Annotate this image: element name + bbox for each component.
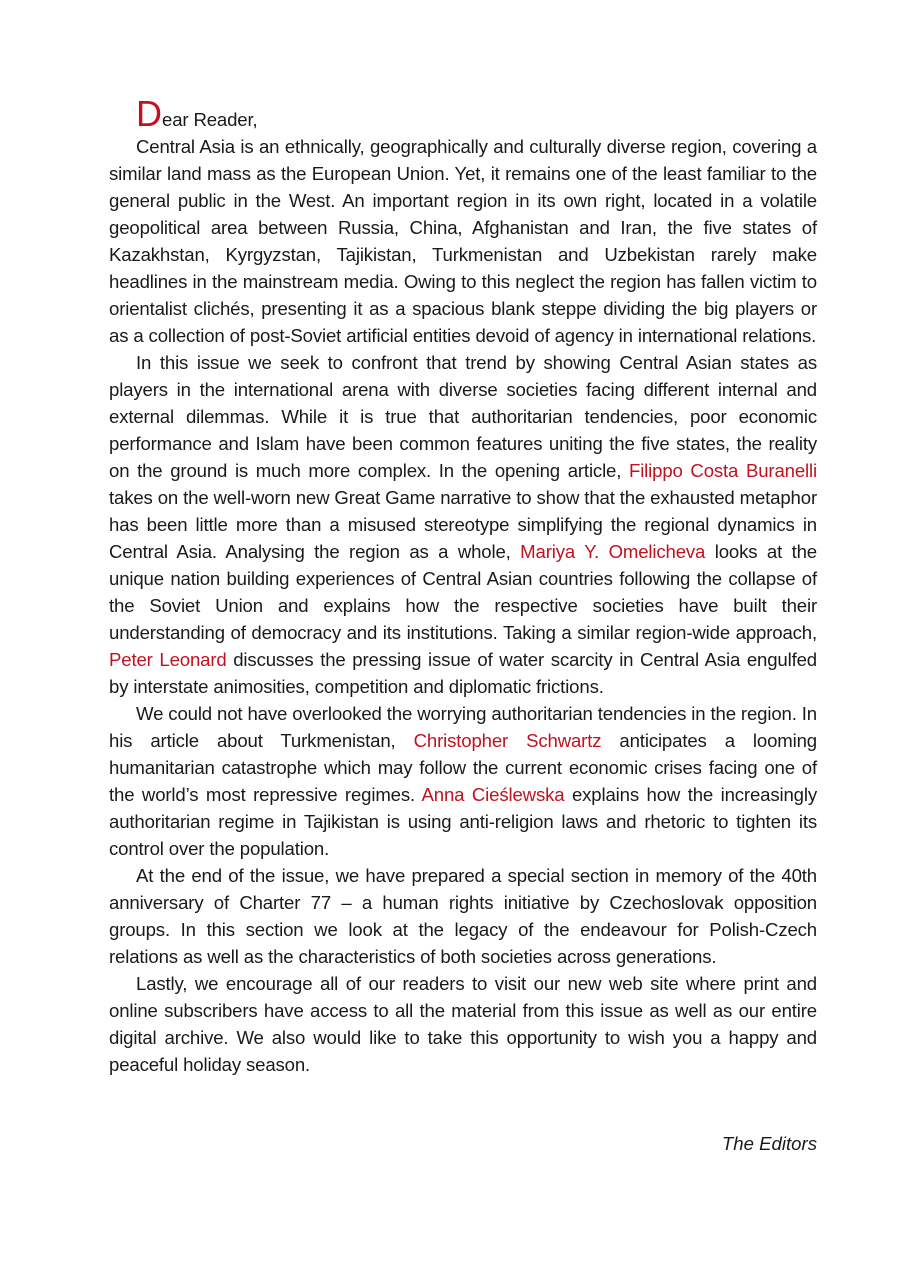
paragraph-2	[109, 349, 817, 700]
paragraph-2-text-a: In this issue we seek to confront that trend by showing Central Asian states as players in the international arena with diverse societies facing different internal and external dilemmas. While it is true that authoritarian tendencies, poor economic performance and Islam have been common features uniting the five states, the reality on the ground is much more complex. In the opening article,	[109, 352, 817, 481]
editorial-letter	[109, 93, 817, 1078]
paragraph-4	[109, 862, 817, 970]
paragraph-3-text-b: anticipates a looming humanitarian catastrophe which may follow the current economic crises facing one of the world’s most repressive regimes.	[109, 730, 817, 805]
author-name-schwartz: Christopher Schwartz	[413, 730, 602, 751]
paragraph-2-text-c: looks at the unique nation building experiences of Central Asian countries following the collapse of the Soviet Union and explains how the respective societies have built their understanding of democracy and its institutions. Taking a similar region-wide approach,	[109, 541, 817, 643]
paragraph-5-text: Lastly, we encourage all of our readers to visit our new web site where print and online subscribers have access to all the material from this issue as well as our entire digital archive. We also would like to take this opportunity to wish you a happy and peaceful holiday season.	[109, 973, 817, 1075]
paragraph-3-text-c: explains how the increasingly authoritarian regime in Tajikistan is using anti-religion laws and rhetoric to tighten its control over the population.	[109, 784, 817, 859]
salutation	[109, 93, 817, 134]
paragraph-1-text: Central Asia is an ethnically, geographically and culturally diverse region, covering a similar land mass as the European Union. Yet, it remains one of the least familiar to the general public in the West. An important region in its own right, located in a volatile geopolitical area between Russia, China, Afghanistan and Iran, the five states of Kazakhstan, Kyrgyzstan, Tajikistan, Turkmenistan and Uzbekistan rarely make headlines in the mainstream media. Owing to this neglect the region has fallen victim to orientalist clichés, presenting it as a spacious blank steppe dividing the big players or as a collection of post-Soviet artificial entities devoid of agency in international relations.	[109, 136, 817, 346]
paragraph-5	[109, 970, 817, 1078]
drop-cap: D	[136, 93, 162, 134]
paragraph-1	[109, 133, 817, 349]
paragraph-2-text-d: discusses the pressing issue of water scarcity in Central Asia engulfed by interstate animosities, competition and diplomatic frictions.	[109, 649, 817, 697]
paragraph-2-text-b: takes on the well-worn new Great Game narrative to show that the exhausted metaphor has been little more than a misused stereotype simplifying the regional dynamics in Central Asia. Analysing the region as a whole,	[109, 487, 817, 562]
paragraph-3-text-a: We could not have overlooked the worrying authoritarian tendencies in the region. In his article about Turkmenistan,	[109, 703, 817, 751]
paragraph-4-text: At the end of the issue, we have prepared a special section in memory of the 40th anniversary of Charter 77 – a human rights initiative by Czechoslovak opposition groups. In this section we look at the legacy of the endeavour for Polish-Czech relations as well as the characteristics of both societies across generations.	[109, 865, 817, 967]
salutation-text: ear Reader,	[162, 109, 258, 130]
author-name-omelicheva: Mariya Y. Omelicheva	[520, 541, 706, 562]
author-name-leonard: Peter Leonard	[109, 649, 227, 670]
author-name-buranelli: Filippo Costa Buranelli	[628, 460, 817, 481]
author-name-cieslewska: Anna Cieślewska	[421, 784, 565, 805]
signature: The Editors	[721, 1133, 817, 1154]
paragraph-3	[109, 700, 817, 862]
